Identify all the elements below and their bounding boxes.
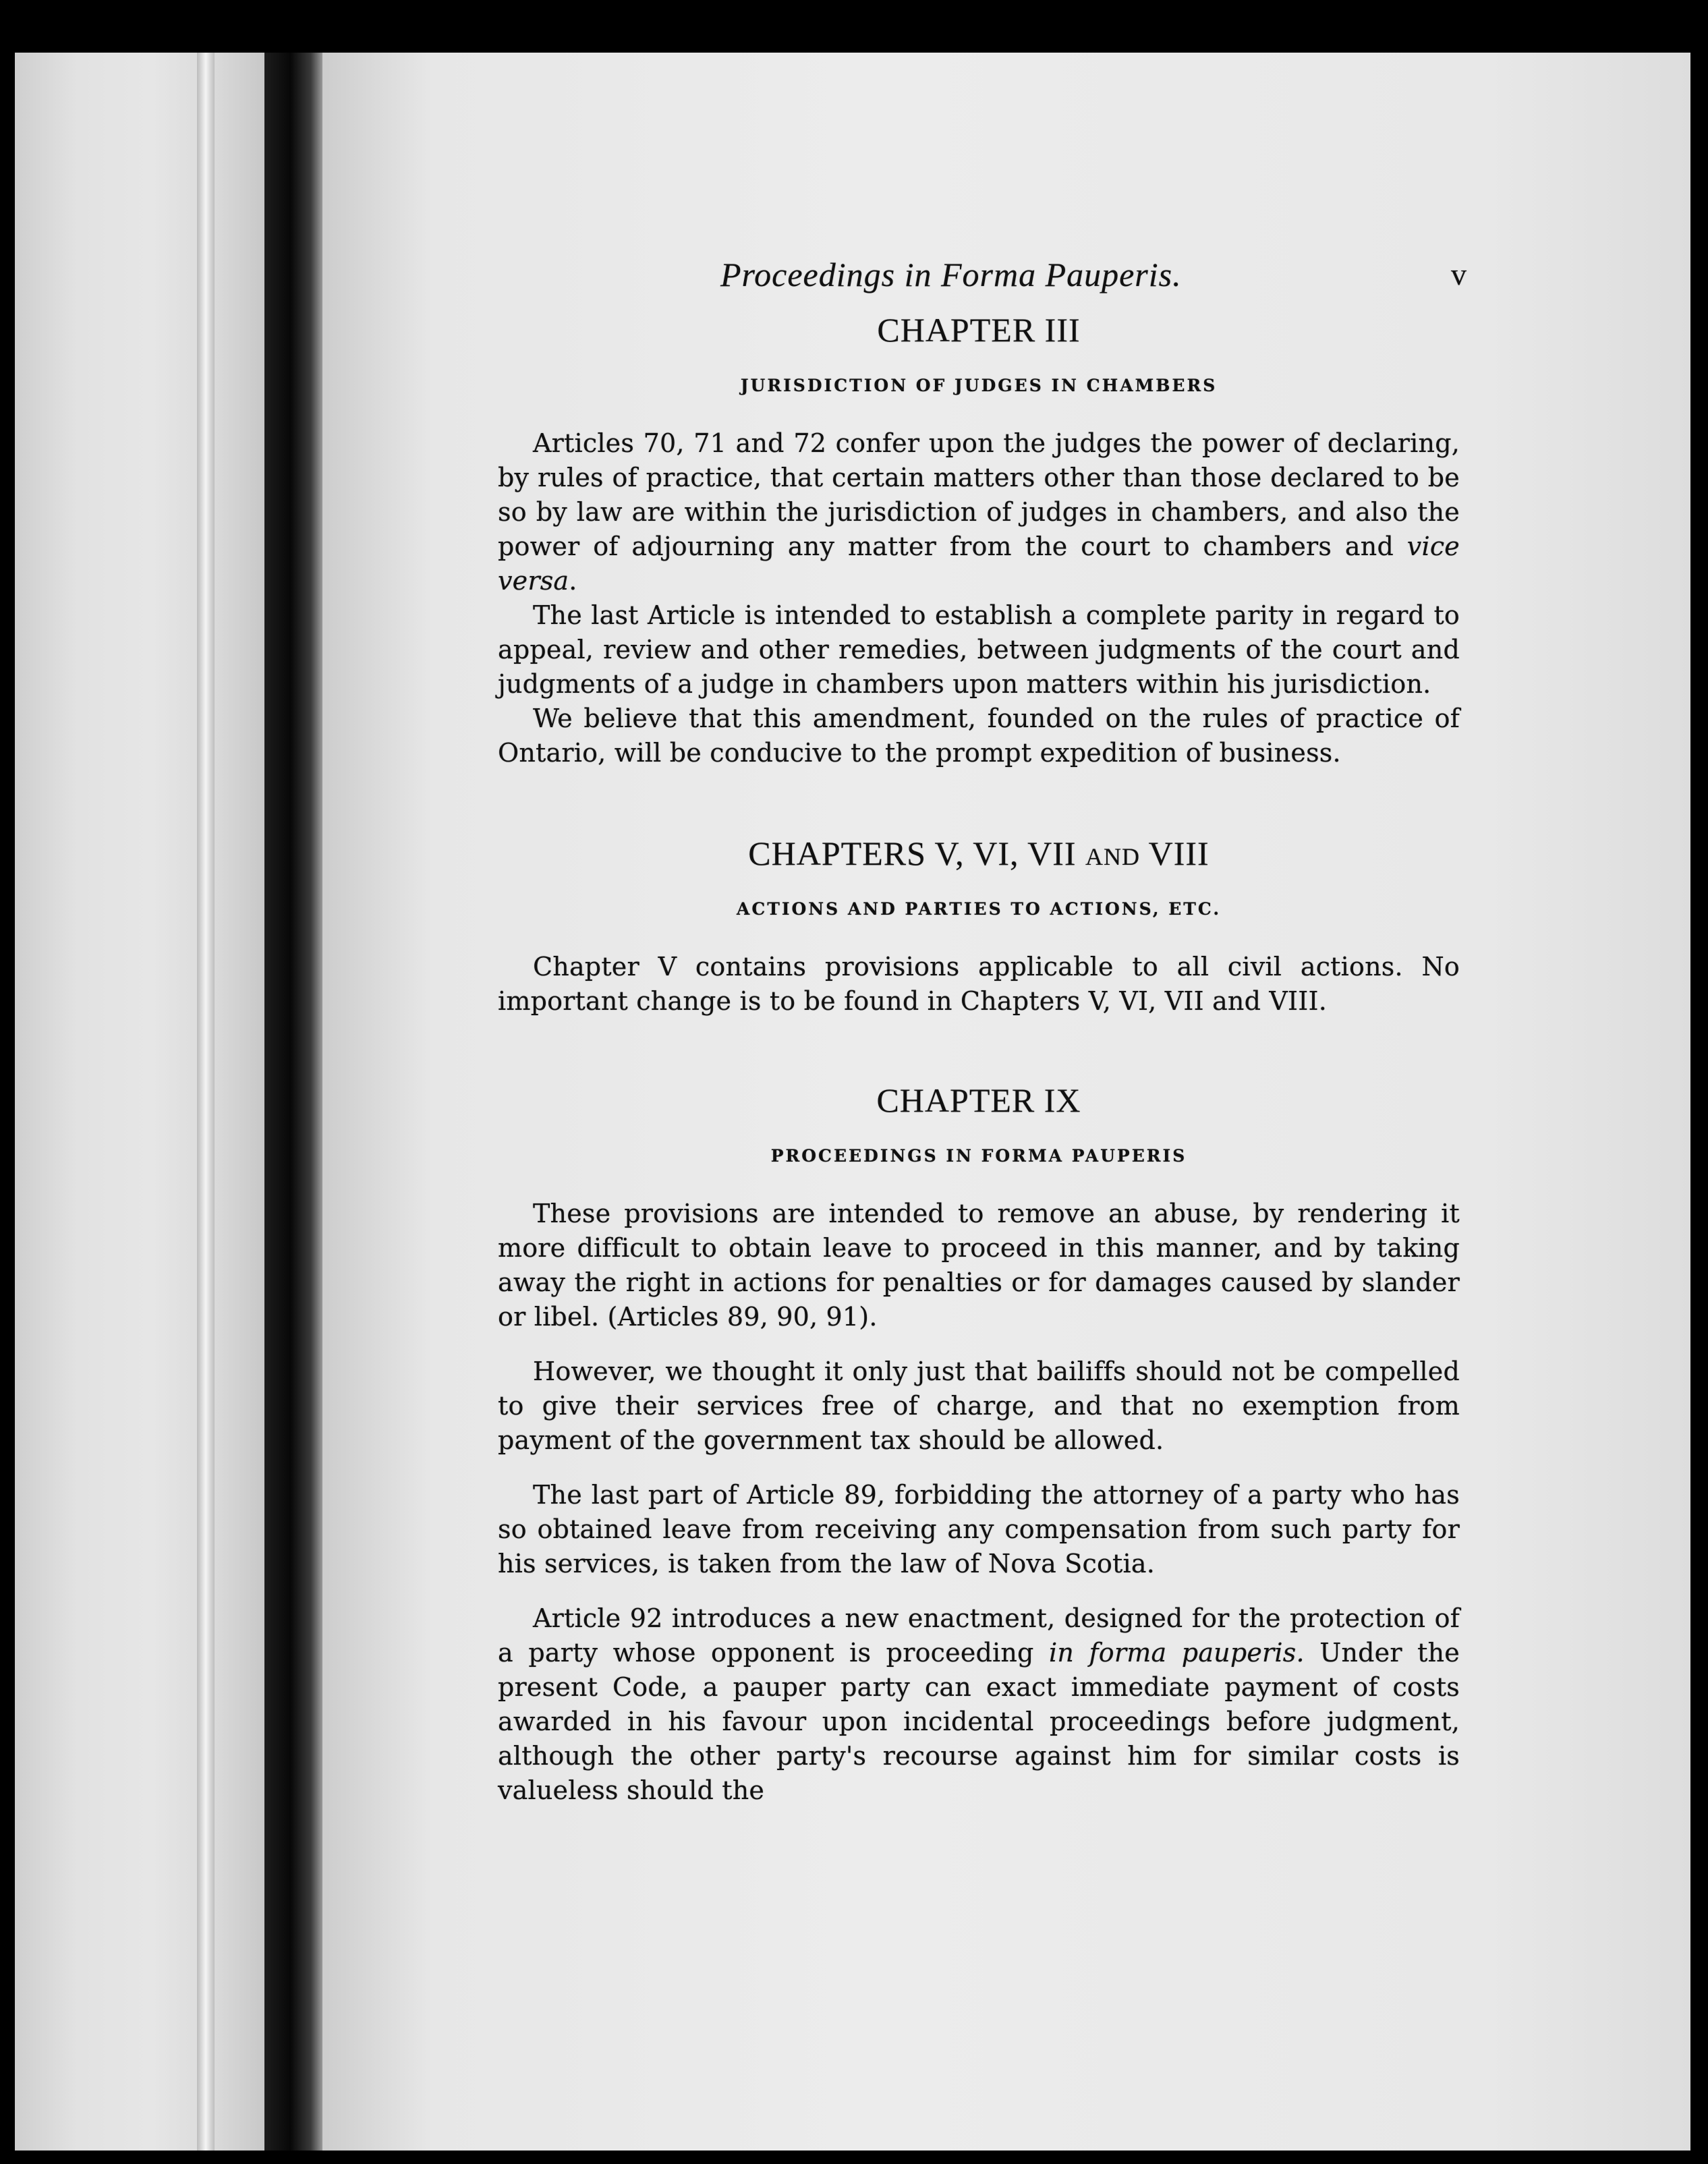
page-fold-crease [197,53,215,2151]
chapter-heading-main: CHAPTERS V, VI, VII [748,834,1077,872]
chapter-heading-end: VIII [1148,834,1209,872]
chapter-heading-and: AND [1085,843,1141,870]
latin-phrase: in forma pauperis. [1049,1638,1305,1668]
section-subheading: PROCEEDINGS IN FORMA PAUPERIS [770,1146,1187,1166]
section-subheading: JURISDICTION OF JUDGES IN CHAMBERS [740,376,1218,395]
running-head-title: Proceedings in Forma Pauperis. [720,256,1182,293]
paragraph [498,1601,1460,1808]
paragraph: The last Article is intended to establish a complete parity in regard to appeal, review and other remedies, between judgments of the court and judgments of a judge in chambers upon matters within his jurisdiction. [498,600,1460,699]
section-subheading: ACTIONS AND PARTIES TO ACTIONS, ETC. [736,899,1222,919]
binding-gutter-shadow [264,53,322,2151]
paragraph: Chapter V contains provisions applicable to all civil actions. No important change is to be found in Chapters V, VI, VII and VIII. [498,952,1460,1016]
chapter-heading [498,835,1460,872]
paragraph-text: Article 92 introduces a new enactment, designed for the protection of a party whose opponent is proceeding [498,1603,1460,1668]
paragraph: However, we thought it only just that bailiffs should not be compelled to give their services free of charge, and that no exemption from payment of the government tax should be allowed. [498,1357,1460,1455]
chapter-heading: CHAPTER III [877,311,1081,349]
paragraph: The last part of Article 89, forbidding the attorney of a party who has so obtained leave from receiving any compensation from such party for his services, is taken from the law of Nova Scotia. [498,1480,1460,1578]
chapter-heading: CHAPTER IX [876,1081,1081,1119]
paragraph: These provisions are intended to remove an abuse, by rendering it more difficult to obtain leave to proceed in this manner, and by taking away the right in actions for penalties or for damages caused by slander or libel. (Articles 89, 90, 91). [498,1199,1460,1332]
page-number: v [1451,257,1467,291]
facing-blank-page [15,53,264,2151]
running-head [498,255,1467,302]
page-content [498,255,1467,1808]
paragraph: We believe that this amendment, founded on the rules of practice of Ontario, will be conducive to the prompt expedition of business. [498,704,1460,768]
paragraph: Articles 70, 71 and 72 confer upon the judges the power of declaring, by rules of practice, that certain matters other than those declared to be so by law are within the jurisdiction of judges in chambers, and also the power of adjourning any matter from the court to chambers and vice versa. [498,428,1460,596]
latin-phrase: vice versa [498,532,1460,596]
paragraph-text: Under the present Code, a pauper party can exact immediate payment of costs awarded in his favour upon incidental proceedings before judgment, although the other party's recourse against him for similar costs is valueless should the [498,1638,1460,1805]
